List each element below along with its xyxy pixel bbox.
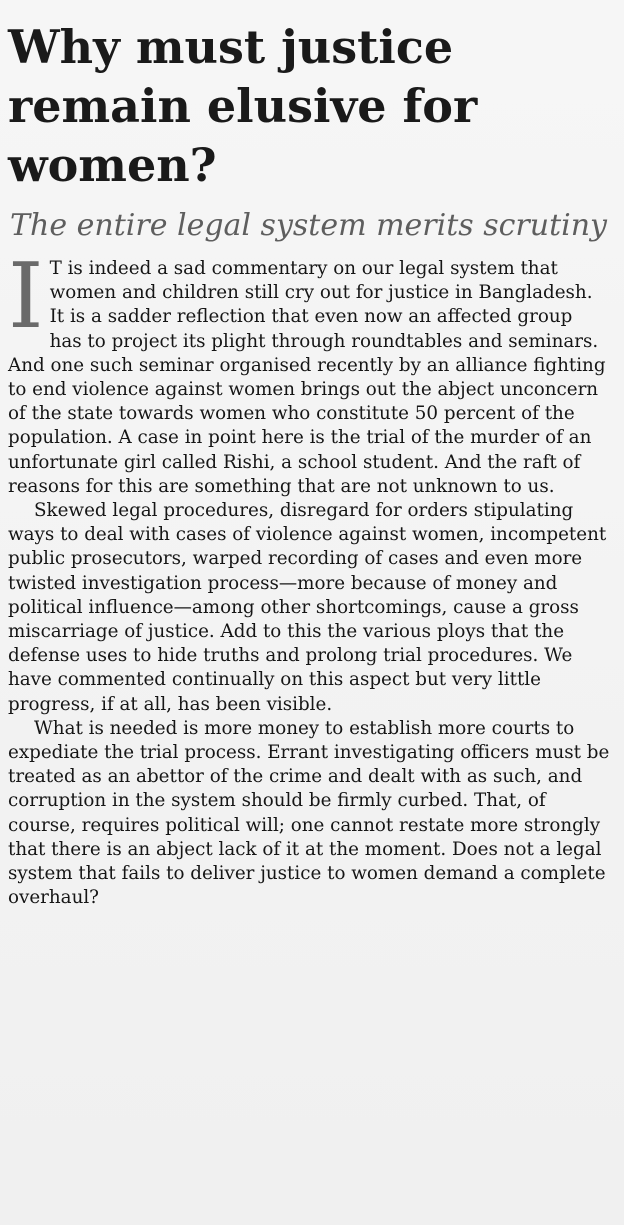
paragraph-3: What is needed is more money to establish more courts to expediate the trial process. Errant investigating officers must be treated as an abettor of the crime and dealt with as such, and corruption in the system should be firmly curbed. That, of course, requires political will; one cannot restate more strongly that there is an abject lack of it at the moment. Does not a legal system that fails to deliver justice to women demand a complete overhaul? [8,717,610,909]
paragraph-1-text: T is indeed a sad commentary on our legal system that women and children still cry out for justice in Bangladesh. It is a sadder reflection that even now an affected group has to project its plight through roundtables and seminars. And one such seminar organised recently by an alliance fighting to end violence against women brings out the abject unconcern of the state towards women who constitute 50 percent of the population. A case in point here is the trial of the murder of an unfortunate girl called Rishi, a school student. And the raft of reasons for this are something that are not unknown to us. [8,258,606,497]
paragraph-1 [8,244,610,499]
drop-cap: I [8,244,44,349]
headline: Why must justice remain elusive for women? [8,20,478,192]
paragraph-2: Skewed legal procedures, disregard for orders stipulating ways to deal with cases of violence against women, incompetent public prosecutors, warped recording of cases and even more twisted investigation process—more because of money and political influence—among other shortcomings, cause a gross miscarriage of justice. Add to this the various ploys that the defense uses to hide truths and prolong trial procedures. We have commented continually on this aspect but very little progress, if at all, has been visible. [8,500,607,715]
article-body [8,244,610,910]
subheadline: The entire legal system merits scrutiny [10,208,607,243]
